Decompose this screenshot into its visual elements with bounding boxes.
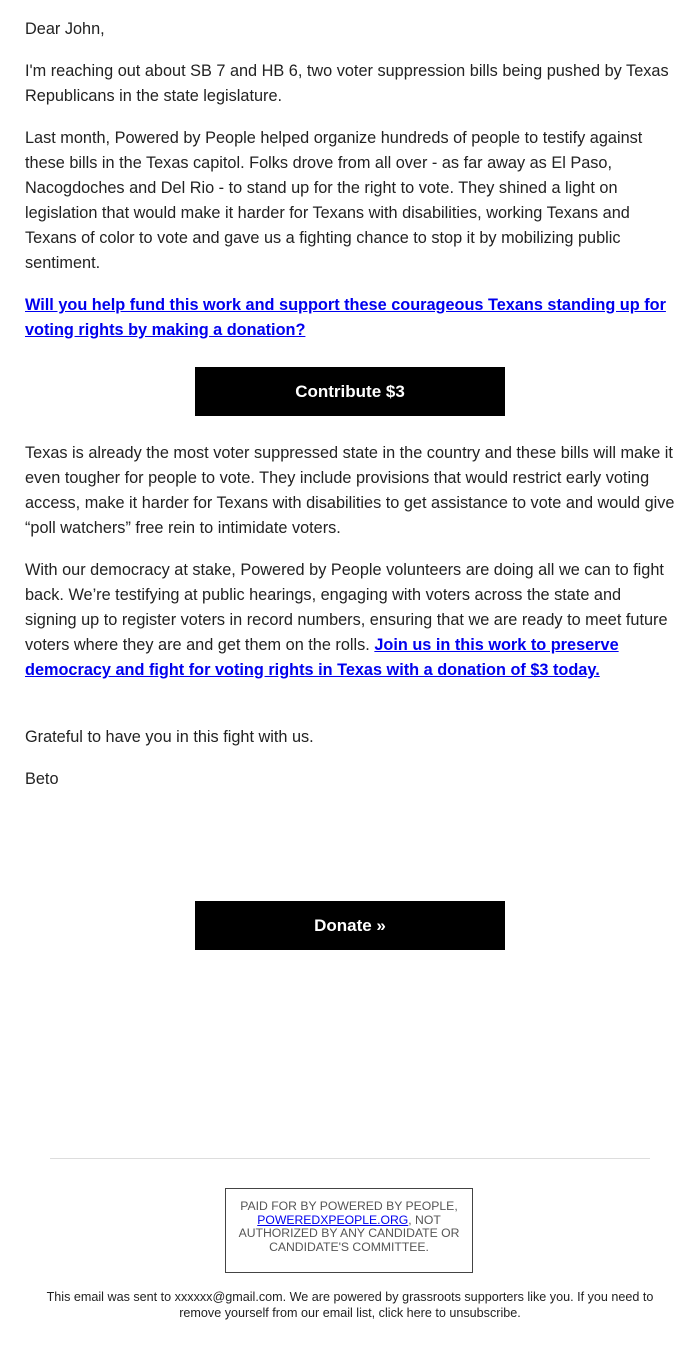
paragraph-testimony: Last month, Powered by People helped organize hundreds of people to testify against these bills in the Texas capitol. Folks drove from all over - as far away as El Paso, Nacogdoches and Del Rio - to stand up for the right to vote. They shined a light on legislation that would make it harder for Texans with disabilities, working Texans and Texans of color to vote and gave us a fighting chance to stop it by mobilizing public sentiment. (25, 129, 643, 272)
contribute-button[interactable]: Contribute $3 (195, 367, 505, 416)
paragraph-intro: I'm reaching out about SB 7 and HB 6, two voter suppression bills being pushed by Texas Republicans in the state legislature. (25, 62, 669, 105)
disclaimer-text-after: , NOT AUTHORIZED BY ANY CANDIDATE OR CANDIDATE'S COMMITTEE. (238, 1212, 460, 1254)
paragraph-suppression: Texas is already the most voter suppressed state in the country and these bills will make it even tougher for people to vote. They include provisions that would restrict early voting access, make it harder for Texans with disabilities to get assistance to vote and would give “poll watchers” free rein to intimidate voters. (25, 444, 675, 537)
poweredxpeople-link[interactable]: POWEREDXPEOPLE.ORG (257, 1212, 409, 1227)
paid-for-disclaimer (225, 1188, 473, 1273)
unsubscribe-notice[interactable]: This email was sent to xxxxxx@gmail.com. We are powered by grassroots supporters like you. If you need to remove yourself from our email list, click here to unsubscribe. (46, 1290, 654, 1320)
disclaimer-text-before: PAID FOR BY POWERED BY PEOPLE, (240, 1199, 458, 1213)
paragraph-volunteers (25, 558, 675, 683)
donation-cta-link[interactable]: Will you help fund this work and support these courageous Texans standing up for voting rights by making a donation? (25, 296, 666, 339)
greeting: Dear John, (25, 20, 105, 38)
signature: Beto (25, 770, 59, 788)
volunteers-text: With our democracy at stake, Powered by People volunteers are doing all we can to fight back. We’re testifying at public hearings, engaging with voters across the state and signing up to register voters in record numbers, ensuring that we are ready to meet future voters where they are and get them on the rolls. (25, 561, 668, 654)
join-donation-link[interactable]: Join us in this work to preserve democracy and fight for voting rights in Texas with a donation of $3 today. (25, 636, 619, 679)
footer-divider (50, 1158, 650, 1159)
cta-paragraph (25, 293, 675, 343)
closing-line: Grateful to have you in this fight with us. (25, 728, 314, 746)
donate-button[interactable]: Donate » (195, 901, 505, 950)
